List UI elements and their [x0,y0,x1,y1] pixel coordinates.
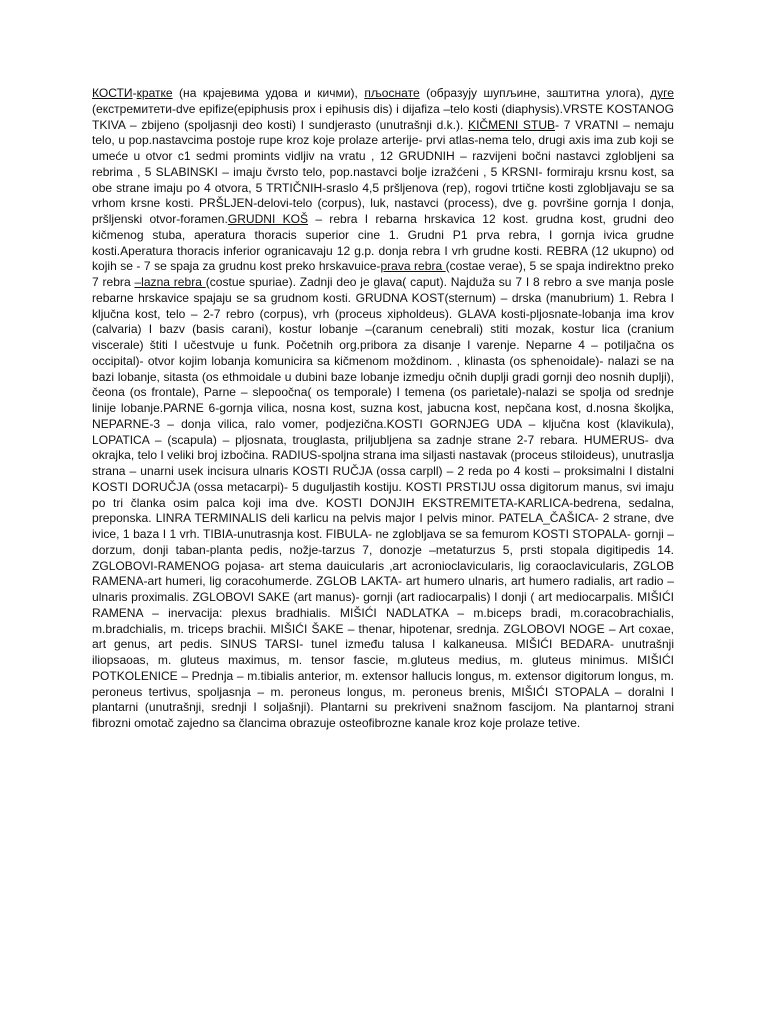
text-run: (costae verae), 5 se spaja indirektno preko 7 rebra [92,259,674,289]
text-run: (на крајевима удова и кичми), [172,86,365,100]
term-prava-rebra: prava rebra [380,259,446,274]
text-run: (образују шупљине, заштитна улога), [419,86,651,100]
text-run: (costue spuriae). Zadnji deo je glava( caput). Najduža su 7 I 8 rebro a sve manja posle rebarne hrskavice spajaju se sa grudnom kosti. GRUDNA KOST(sternum) – drska (manubrium) 1. Rebra I ključna kost, telo – 2-7 rebro (corpus), vrh (proceus xipholdeus). GLAVA kosti-pljosnate-lobanja ima krov (calvaria) I bazv (basis carani), kostur lobanje –(caranum cenebrali) stiti mozak, kostur lica (cranium viscerale) štiti I učestvuje u funk. Početnih org.pribora za disanje I varenje. Neparne 4 – potiljačna os occipital)- otvor kojim lobanja komunicira sa kičmenom moždinom. , klinasta (os sphenoidale)- nalazi se na bazi lobanje, sitasta (os ethmoidale u dubini baze lobanje izmedju očnih duplji gradi gornji deo nosnih duplji), čeona (os frontale), Parne – slepoočna( os temporale) I temena (os parietale)-nalazi se spolja od srednje linije lobanje.PARNE 6-gornja vilica, nosna kost, suzna kost, jabucna kost, nepčana kost, d.nosna školjka, NEPARNE-3 – donja vilica, ralo vomer, podjezična.KOSTI GORNJEG UDA – ključna kost (klavikula), LOPATICA – (scapula) – pljosnata, trouglasta, priljubljena sa zadnje strane 2-7 rebara. HUMERUS- dva okrajka, telo I veliki broj izbočina. RADIUS-spoljna strana ima siljasti nastavak (proceus stiloideus), unutraslja strana – unarni usek incisura ulnaris KOSTI RUČJA (ossa carpll) – 2 reda po 4 kosti – proksimalni I distalni KOSTI DORUČJA (ossa metacarpi)- 5 duguljastih kostiju. KOSTI PRSTIJU ossa digitorum manus, svi imaju po tri članka osim palca koji ima dve. KOSTI DONJIH EKSTREMITETA-KARLICA-bedrena, sedalna, preponska. LINRA TERMINALIS deli karlicu na pelvis major I pelvis minor. PATELA_ČAŠICA- 2 strane, dve ivice, 1 baza I 1 vrh. TIBIA-unutrasnja kost. FIBULA- ne zglobljava se sa femurom KOSTI STOPALA- gornji – dorzum, donji taban-planta pedis, nožje-tarzus 7, donozje –metaturzus 5, prsti stopala digitipedis 14. ZGLOBOVI-RAMENOG pojasa- art stema dauicularis ,art acronioclavicularis, lig coraoclavicularis, ZGLOB RAMENA-art humeri, lig coracohumerde. ZGLOB LAKTA- art humero ulnaris, art humero radialis, art radio – ulnaris proximalis. ZGLOBOVI SAKE (art manus)- gornji (art radiocarpalis) I donji ( art mediocarpalis. MIŠIĆI RAMENA – inervacija: plexus bradhialis. MIŠIĆI NADLATKA – m.biceps bradi, m.coracobrachialis, m.bradchialis, m. triceps brachii. MIŠIĆI ŠAKE – thenar, hipotenar, srednja. ZGLOBOVI NOGE – Art coxae, art genus, art pedis. SINUS TARSI- tunel između talusa I kalkaneusa. MIŠIĆI BEDARA- unutrašnji iliopsaoas, m. gluteus maximus, m. tensor fascie, m.gluteus medius, m. gluteus minimus. MIŠIĆI POTKOLENICE – Prednja – m.tibialis anterior, m. extensor hallucis longus, m. extensor digitorum longus, m. peroneus tertivus, spoljasnja – m. peroneus longus, m. peroneus brenis, MIŠIĆI STOPALA – doralni I plantarni (unutrašnji, srednji I soljašnji). Plantarni su prekriveni snažnom fascijom. Na plantarnoj strani fibrozni omotač zajedno sa člancima obrazuje osteofibrozne kanale kroz koje prolaze tetive. [92,275,674,730]
term-duge: дуге [650,86,674,100]
body-paragraph [92,86,674,732]
term-pljosnate: пљоснате [364,86,420,100]
text-run: (екстремитети-dve epifize(epiphusis prox i epihusis dis) i dijafiza –telo kosti (diaphysis).VRSTE KOSTANOG TKIVA – zbijeno (spoljasnji deo kosti) I sundjerasto (unutrašnji d.k.). [92,101,674,132]
term-kratke: кратке [136,86,173,100]
heading-kosti: КОСТИ [92,86,133,100]
text-run: - 7 VRATNI – nemaju telo, u pop.nastavcima postoje rupe kroz koje prolaze arterije- prvi atlas-nema telo, drugi axis ima zub koji se umeće u otvor c1 sedmi promints vidljiv na vratu , 12 GRUDNIH – razvijeni bočni nastavci zglobljeni sa rebrima , 5 SLABINSKI – imaju čvrsto telo, pop.nastavci bolje izražćeni , 5 KRSNI- formiraju krsnu kost, sa obe strane imaju po 4 otvora, 5 TRTIČNIH-sraslo 4,5 pršljenova (rep), rogovi trtične kosti zglobljavaju se sa vrhom krsne kosti. PRŠLJEN-delovi-telo (corpus), luk, nastavci (process), dve g. površine gornja I donja, pršljenski otvor-foramen. [92,117,674,226]
text-run: – rebra I rebarna hrskavica 12 kost. grudna kost, grudni deo kičmenog stuba, aperatura thoracis superior cine 1. Grudni P1 prva rebra, I gornja ivica grudne kosti.Aperatura thoracis inferior ogranicavaju 12 g.p. donja rebra I vrh grudne kosti. REBRA (12 ukupno) od kojih se - 7 se spaja za grudnu kost preko hrskavuice- [92,212,674,274]
term-lazna-rebra: –lazna rebra [134,275,206,289]
document-page [92,86,674,732]
heading-kicmeni-stub: KIČMENI STUB [468,117,556,132]
text-run: - [132,86,137,100]
heading-grudni-kos: GRUDNI KOŠ [227,212,309,226]
